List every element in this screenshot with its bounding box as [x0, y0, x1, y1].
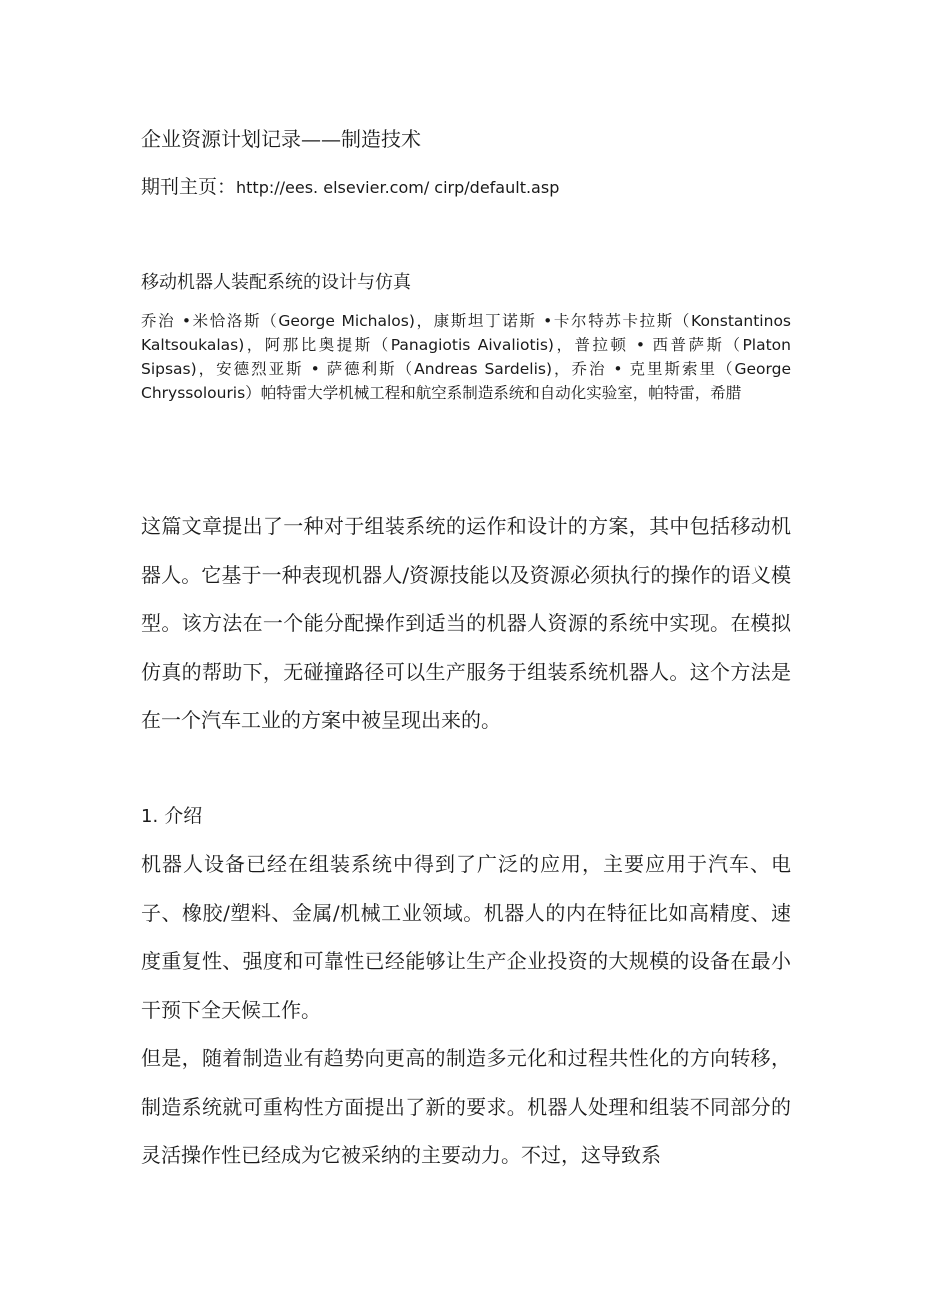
- section-title: 介绍: [164, 805, 203, 827]
- homepage-label: 期刊主页：: [141, 176, 237, 198]
- section-body: [141, 840, 791, 1180]
- section-heading: [141, 803, 791, 830]
- body-paragraph: 机器人设备已经在组装系统中得到了广泛的应用，主要应用于汽车、电子、橡胶/塑料、金属/机械工业领域。机器人的内在特征比如高精度、速度重复性、强度和可靠性已经能够让生产企业投资的大规模的设备在最小干预下全天候工作。: [141, 852, 791, 1022]
- body-paragraph: 但是，随着制造业有趋势向更高的制造多元化和过程共性化的方向转移，制造系统就可重构性方面提出了新的要求。机器人处理和组装不同部分的灵活操作性已经成为它被采纳的主要动力。不过，这导致系: [141, 1046, 791, 1167]
- abstract-paragraph: 这篇文章提出了一种对于组装系统的运作和设计的方案，其中包括移动机器人。它基于一种表现机器人/资源技能以及资源必须执行的操作的语义模型。该方法在一个能分配操作到适当的机器人资源的系统中实现。在模拟仿真的帮助下，无碰撞路径可以生产服务于组装系统机器人。这个方法是在一个汽车工业的方案中被呈现出来的。: [141, 514, 791, 732]
- homepage-url: http://ees. elsevier.com/ cirp/default.asp: [236, 178, 560, 197]
- author-list: 乔治 •米恰洛斯（George Michalos)，康斯坦丁诺斯 •卡尔特苏卡拉斯（Konstantinos Kaltsoukalas)，阿那比奥提斯（Panagiotis Aivaliotis)，普拉顿 • 西普萨斯（Platon Sipsas)，安德烈亚斯 • 萨德利斯（Andreas Sardelis)，乔治 • 克里斯索里（George Chryssolouris）帕特雷大学机械工程和航空系制造系统和自动化实验室，帕特雷，希腊: [141, 312, 791, 402]
- journal-name: 企业资源计划记录——制造技术: [141, 127, 421, 151]
- article-title: 移动机器人装配系统的设计与仿真: [141, 272, 411, 293]
- journal-homepage: [141, 174, 791, 201]
- section-number: 1.: [141, 806, 159, 827]
